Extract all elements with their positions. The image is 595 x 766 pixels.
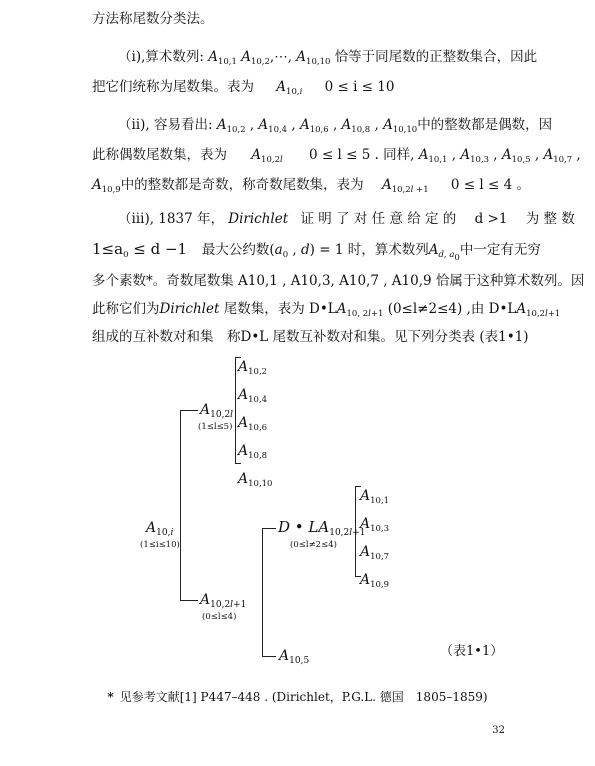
tree-even-note: (1≤l≤5) (198, 422, 233, 432)
text-line-2 (118, 48, 595, 71)
tree-odd-note: (0≤l≤4) (202, 612, 237, 622)
text-line-4 (118, 116, 595, 139)
line-11-text: 组成的互补数对和集 称D•L 尾数互补数对和集。见下列分类表 (表1•1) (92, 329, 529, 345)
footnote (0, 688, 595, 705)
line-1-text: 方法称尾数分类法。 (92, 11, 214, 27)
line-3-range: 0 ≤ i ≤ 10 (324, 79, 395, 95)
text-line-1 (92, 10, 595, 28)
footnote-star: * (107, 690, 114, 704)
line-5-intro: 此称偶数尾数集，表为 (92, 147, 227, 163)
line-7-middle: 证 明 了 对 任 意 给 定 的 (300, 211, 457, 227)
line-7-intro: （ⅲ), 1837 年， (118, 211, 224, 227)
seq-a109-inline: $A_{10,9}$ (92, 177, 121, 195)
tree-odd-bracket (262, 528, 263, 656)
tree-even-item: $A_{10,2}$ (238, 359, 268, 377)
tree-dl-note: (0≤l≠2≤4) (290, 540, 337, 550)
text-line-10: 此称它们为Dirichlet 尾数集，表为 $D•LA_{10, 2l+1}$ (0≤l≠2≤4) ,由 $D•LA_{10,2l+1}$ (92, 301, 561, 319)
text-line-3 (92, 78, 595, 101)
page-number: 32 (492, 725, 505, 736)
odd-seq-list: $A_{10,1}$ , $A_{10,3}$ , $A_{10,5}$ , $A_{10,7}$ , (418, 147, 581, 165)
line-9-text: 多个素数*。奇数尾数集 A10,1 , A10,3, A10,7 , A10,9 恰属于这种算术数列。因 (92, 273, 585, 289)
tree-dl-item: $A_{10,7}$ (360, 544, 390, 562)
tail-set-symbol: $A_{10,i}$ (276, 79, 303, 97)
tree-even-item: $A_{10,10}$ (238, 471, 273, 489)
line-8-gcd: 最大公约数( (201, 242, 275, 258)
tree-dl-item: $A_{10,3}$ (360, 516, 390, 534)
tree-a105-label: $A_{10,5}$ (279, 648, 310, 666)
line-8-a: 1≤a (92, 240, 124, 258)
text-line-5 (92, 146, 595, 169)
tree-even-label: $A_{10,2l}$ (200, 402, 234, 420)
seq-a101: $A_{10,1}$ (208, 49, 237, 67)
text-line-6 (92, 176, 595, 199)
tree-a105-line (262, 656, 276, 657)
line-10-intro: 此称它们为 (92, 301, 160, 317)
tree-dl-item: $A_{10,9}$ (360, 572, 390, 590)
text-line-8: $1\le a_0 \le d -1$ 最大公约数($a_0$ , d) = 1 时，算术数列$A_{d, a_0}$中一定有无穷 (92, 240, 541, 263)
line-4-rest: 中的整数都是偶数，因 (417, 117, 553, 133)
tree-even-item: $A_{10,6}$ (238, 415, 268, 433)
tree-branch-even-line (180, 410, 198, 411)
tree-even-bracket (235, 357, 236, 463)
line-3-intro: 把它们统称为尾数集。表为 (92, 79, 254, 95)
tree-odd-label: $A_{10,2l+1}$ (200, 592, 247, 610)
tree-root-bracket (180, 410, 181, 600)
seq-a102: $A_{10,2},\cdots$, (241, 49, 292, 67)
even-seq-list: $A_{10,2}$ , $A_{10,4}$ , $A_{10,6}$ , $A_{10,8}$ , $A_{10,10}$ (216, 117, 418, 135)
line-10-dirichlet: Dirichlet (159, 301, 220, 317)
odd-set-symbol: $A_{10,2l +1}$ (381, 177, 429, 195)
line-5-range: 0 ≤ l ≤ 5 . 同样, (309, 147, 415, 163)
tree-dl-items (360, 485, 389, 597)
line-6-text: 中的整数都是奇数，称奇数尾数集，表为 (120, 177, 364, 193)
line-4-intro: （ⅱ), 容易看出: (118, 117, 213, 133)
tree-even-items (238, 356, 272, 496)
table-caption: （表1•1） (440, 644, 504, 659)
tree-even-item: $A_{10,4}$ (238, 387, 268, 405)
line-8-eq: ) = 1 时，算术数列 (309, 242, 429, 258)
tree-root-label: $A_{10,i}$ (146, 520, 174, 538)
tree-even-item: $A_{10,8}$ (238, 443, 268, 461)
footnote-text: 见参考文献[1] P447–448 . (Dirichlet，P.G.L. 德国 1805–1859) (119, 690, 488, 704)
tree-dl-item: $A_{10,1}$ (360, 488, 390, 506)
line-10-range: (0≤l≠2≤4) ,由 D•L (387, 301, 517, 317)
line-2-rest: 恰等于同尾数的正整数集合，因此 (334, 49, 538, 65)
tree-branch-odd-line (180, 600, 198, 601)
line-7-end: 为 整 数 (525, 211, 575, 227)
line-10-mid: 尾数集，表为 D•L (223, 301, 337, 317)
tree-dl-line (262, 528, 276, 529)
line-7-condition: d >1 (474, 211, 508, 227)
tree-dl-label: D • $LA_{10,2l+1}$ (278, 518, 366, 538)
line-8-b: ≤ d −1 (133, 240, 188, 258)
seq-a1010: $A_{10,10}$ (296, 49, 331, 67)
tree-dl-bracket (355, 486, 356, 576)
even-set-symbol: $A_{10,2l}$ (251, 147, 283, 165)
text-line-9 (92, 272, 595, 290)
tree-root-note: (1≤i≤10) (140, 540, 180, 550)
text-line-11 (92, 328, 595, 346)
line-8-end: 中一定有无穷 (459, 242, 541, 258)
line-7-dirichlet: Dirichlet (228, 211, 289, 227)
line-2-intro: （ⅰ),算术数列: (118, 49, 204, 65)
line-6-range: 0 ≤ l ≤ 4 。 (450, 177, 530, 193)
text-line-7 (118, 210, 595, 228)
